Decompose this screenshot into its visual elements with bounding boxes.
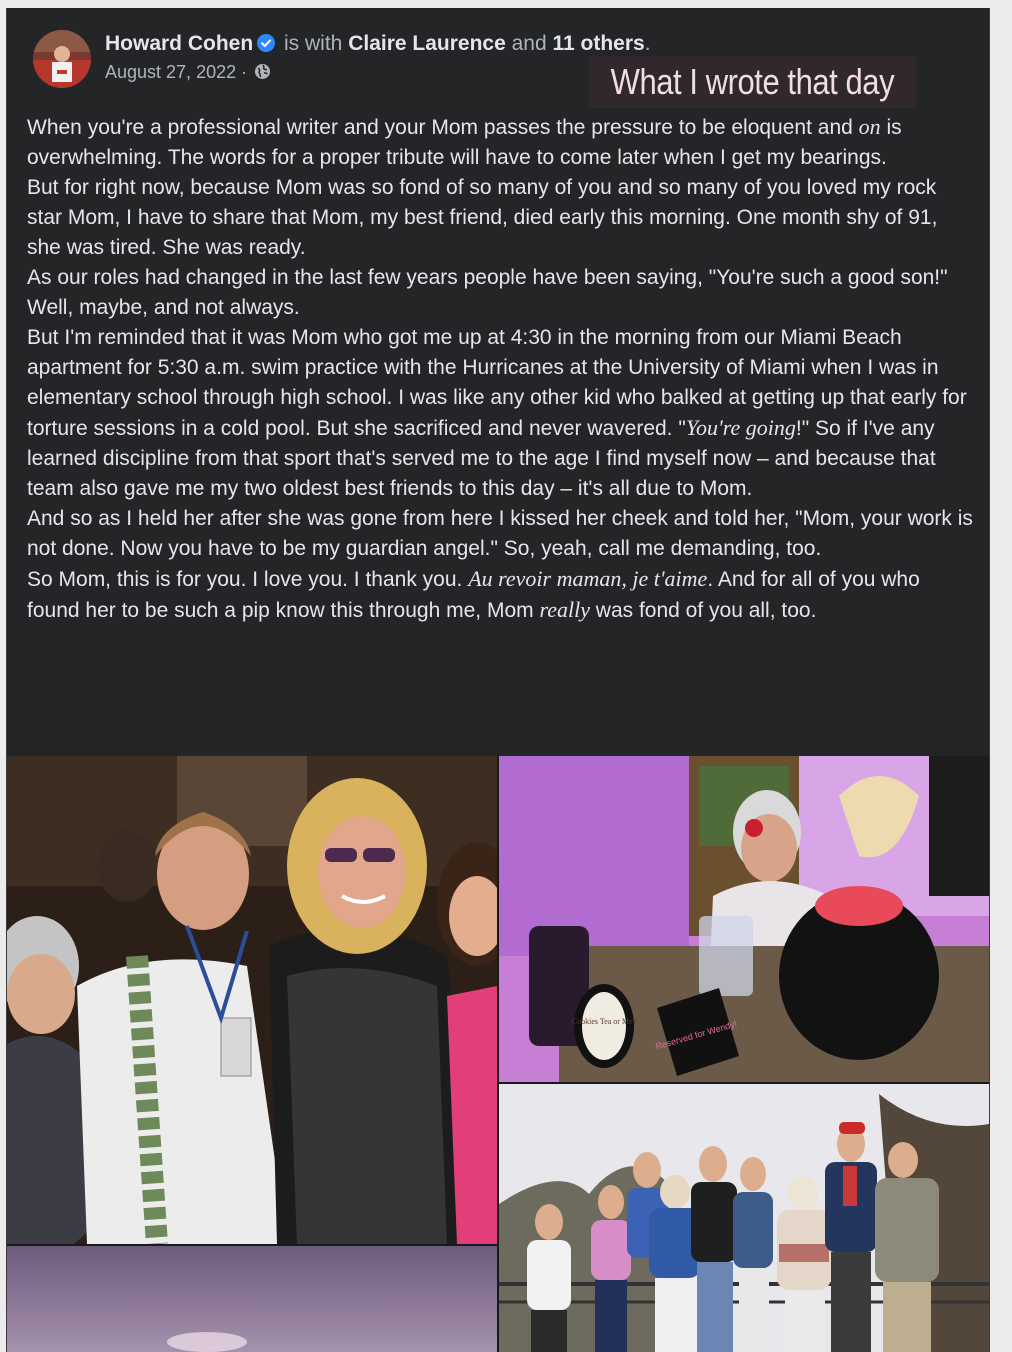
facebook-post xyxy=(6,8,990,1352)
verified-badge-icon xyxy=(257,34,275,52)
paragraph-1 xyxy=(27,112,977,173)
text-run: So Mom, this is for you. I love you. I thank you. xyxy=(27,568,469,591)
photo-family-outdoors[interactable] xyxy=(499,1084,989,1352)
emphasis: on xyxy=(858,114,881,139)
emphasis: Au revoir maman, je t'aime xyxy=(468,566,708,591)
photo-grid xyxy=(7,756,989,1352)
paragraph-5 xyxy=(27,323,977,504)
text-run: When you're a professional writer and your Mom passes the pressure to be eloquent and xyxy=(27,116,859,139)
text-run: was fond of you all, too. xyxy=(589,599,817,622)
photo-group-event[interactable] xyxy=(7,756,497,1244)
photo-mom-tea-room[interactable] xyxy=(499,756,989,1082)
emphasis: really xyxy=(539,597,590,622)
post-meta xyxy=(105,32,651,83)
post-header xyxy=(7,8,989,108)
text-run: But I'm reminded that it was Mom who got me up at 4:30 in the morning from our Miami Beach apartment for 5:30 a.m. swim practice with the Hurricanes at the University of Miami when I was in elementary school through high school. I was like any other kid who balked at getting up that early for torture sessions in a cold pool. But she sacrificed and never wavered. " xyxy=(27,326,967,440)
paragraph-3: As our roles had changed in the last few years people have been saying, "You're such a good son!" xyxy=(27,266,948,289)
period: . xyxy=(644,32,651,55)
paragraph-4: Well, maybe, and not always. xyxy=(27,296,300,319)
paragraph-7 xyxy=(27,564,977,626)
author-name[interactable]: Howard Cohen xyxy=(105,32,254,55)
overlay-caption: What I wrote that day xyxy=(589,56,916,108)
paragraph-6: And so as I held her after she was gone from here I kissed her cheek and told her, "Mom, your work is not done. Now you have to be my guardian angel." So, yeah, call me demanding, too. xyxy=(27,507,973,560)
and-text: and xyxy=(505,32,553,55)
date-separator: · xyxy=(236,62,253,82)
post-attribution xyxy=(105,32,651,56)
post-dateline xyxy=(105,62,651,83)
reserved-sign-text: Reserved for Wendy! xyxy=(654,1018,739,1052)
photo-sky[interactable] xyxy=(7,1246,497,1352)
text-run: is overwhelming. The words for a proper tribute will have to come later when I get my bearings. xyxy=(27,116,902,169)
text-run: !" So if I've any learned discipline from that sport that's served me to the age I find myself now – and because that team also gave me my two oldest best friends to this day – it's all due to Mom. xyxy=(27,417,936,500)
author-avatar[interactable] xyxy=(33,30,91,88)
emphasis: You're going xyxy=(685,415,796,440)
with-text: is with xyxy=(278,32,349,55)
paragraph-2: But for right now, because Mom was so fond of so many of you and so many of you loved my rock star Mom, I have to share that Mom, my best friend, died early this morning. One month shy of 91, she was tired. She was ready. xyxy=(27,176,938,259)
post-body xyxy=(27,112,977,626)
tagged-others-link[interactable]: 11 others xyxy=(552,32,645,55)
globe-icon[interactable] xyxy=(254,63,271,80)
text-run: . And for all of you who found her to be such a pip know this through me, Mom xyxy=(27,568,920,622)
post-date[interactable]: August 27, 2022 xyxy=(105,62,237,82)
cookies-sign-text: Cookies Tea or Me? xyxy=(571,1017,637,1026)
tagged-person[interactable]: Claire Laurence xyxy=(348,32,506,55)
